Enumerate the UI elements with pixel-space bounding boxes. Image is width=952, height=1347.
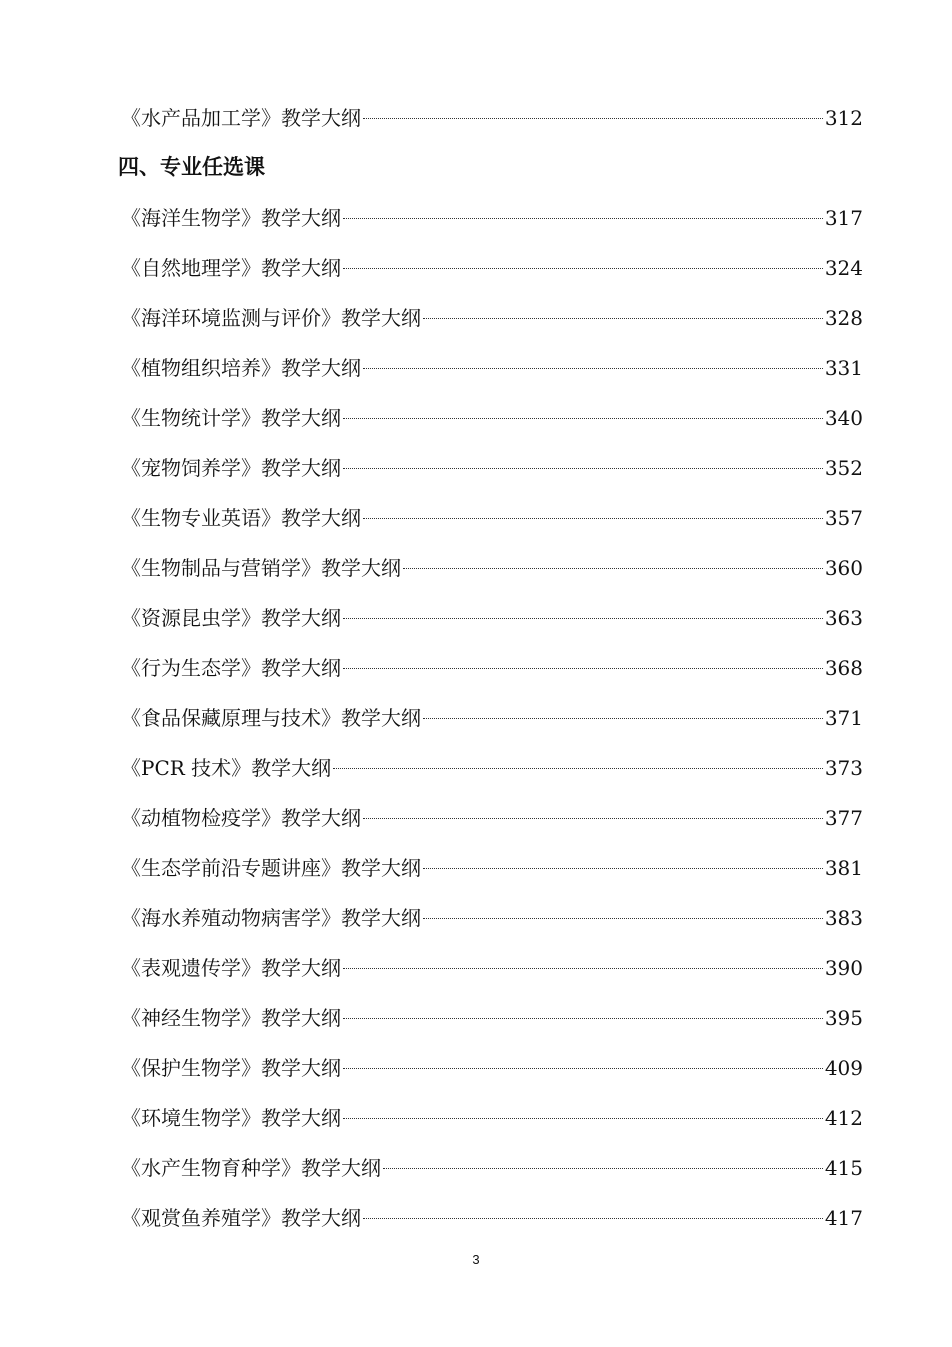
dot-leader [343,1018,823,1019]
dot-leader [423,868,823,869]
toc-entry-page: 340 [824,406,863,430]
toc-entry-page: 368 [824,656,863,680]
toc-entry-page: 381 [824,856,863,880]
toc-entry-title: 《生物专业英语》教学大纲 [121,506,361,530]
section-heading: 四、专业任选课 [118,155,265,179]
toc-entry[interactable] [121,743,863,793]
toc-entry[interactable] [121,643,863,693]
toc-entry-page: 377 [824,806,863,830]
toc-entry-title: 《自然地理学》教学大纲 [121,256,341,280]
dot-leader [363,1218,823,1219]
toc-entry-title: 《表观遗传学》教学大纲 [121,956,341,980]
toc-entry[interactable] [121,843,863,893]
toc-entry-title: 《生物统计学》教学大纲 [121,406,341,430]
toc-entry[interactable] [121,393,863,443]
dot-leader [343,468,823,469]
toc-entry[interactable] [121,193,863,243]
toc-entry-title: 《生态学前沿专题讲座》教学大纲 [121,856,421,880]
toc-entry[interactable] [121,793,863,843]
toc-entry[interactable] [121,593,863,643]
toc-entry-page: 328 [824,306,863,330]
toc-entry-title: 《神经生物学》教学大纲 [121,1006,341,1030]
toc-entry-page: 331 [824,356,863,380]
dot-leader [423,318,823,319]
dot-leader [363,518,823,519]
toc-entry-title: 《水产生物育种学》教学大纲 [121,1156,381,1180]
toc-entry-page: 417 [824,1206,863,1230]
toc-entry-title: 《PCR 技术》教学大纲 [121,756,332,780]
toc-entry-title: 《海水养殖动物病害学》教学大纲 [121,906,421,930]
toc-entry-page: 409 [824,1056,863,1080]
toc-entry[interactable] [121,343,863,393]
dot-leader [423,918,823,919]
dot-leader [343,418,823,419]
toc-entry-title: 《海洋环境监测与评价》教学大纲 [121,306,421,330]
toc-entry[interactable] [121,1193,863,1243]
dot-leader [343,968,823,969]
toc-entry[interactable] [121,1043,863,1093]
dot-leader [363,368,823,369]
toc-entry-page: 390 [824,956,863,980]
toc-entry-page: 383 [824,906,863,930]
toc-entry[interactable] [121,293,863,343]
toc-entry-page: 312 [824,106,863,130]
toc-entry[interactable] [121,943,863,993]
toc-entry-title: 《行为生态学》教学大纲 [121,656,341,680]
toc-entry-page: 357 [824,506,863,530]
toc-entry-title: 《宠物饲养学》教学大纲 [121,456,341,480]
page-number: 3 [472,1252,480,1267]
toc-entry[interactable] [121,993,863,1043]
toc-entry-page: 363 [824,606,863,630]
toc-entry-title: 《资源昆虫学》教学大纲 [121,606,341,630]
toc-entry-page: 360 [824,556,863,580]
toc-entry-page: 352 [824,456,863,480]
toc-entry-page: 412 [824,1106,863,1130]
toc-entry-list [121,193,863,1243]
dot-leader [343,668,823,669]
toc-entry-page: 371 [824,706,863,730]
dot-leader [403,568,823,569]
dot-leader [343,1118,823,1119]
table-of-contents [118,93,863,1243]
toc-entry[interactable] [121,1143,863,1193]
toc-entry[interactable] [121,93,863,143]
toc-entry[interactable] [121,443,863,493]
toc-entry-title: 《植物组织培养》教学大纲 [121,356,361,380]
dot-leader [363,118,823,119]
toc-entry-title: 《环境生物学》教学大纲 [121,1106,341,1130]
toc-entry[interactable] [121,243,863,293]
toc-entry-page: 324 [824,256,863,280]
dot-leader [423,718,823,719]
dot-leader [383,1168,823,1169]
toc-entry-title: 《食品保藏原理与技术》教学大纲 [121,706,421,730]
toc-entry[interactable] [121,1093,863,1143]
toc-entry-page: 395 [824,1006,863,1030]
toc-entry[interactable] [121,493,863,543]
toc-entry-title: 《海洋生物学》教学大纲 [121,206,341,230]
toc-entry[interactable] [121,543,863,593]
dot-leader [343,218,823,219]
toc-entry-page: 317 [824,206,863,230]
dot-leader [343,268,823,269]
toc-entry-page: 415 [824,1156,863,1180]
toc-entry-title: 《观赏鱼养殖学》教学大纲 [121,1206,361,1230]
dot-leader [343,618,823,619]
dot-leader [343,1068,823,1069]
dot-leader [333,768,823,769]
dot-leader [363,818,823,819]
toc-entry[interactable] [121,693,863,743]
toc-entry-title: 《生物制品与营销学》教学大纲 [121,556,401,580]
toc-entry-title: 《水产品加工学》教学大纲 [121,106,361,130]
toc-entry-title: 《保护生物学》教学大纲 [121,1056,341,1080]
toc-entry[interactable] [121,893,863,943]
toc-entry-title: 《动植物检疫学》教学大纲 [121,806,361,830]
toc-entry-page: 373 [824,756,863,780]
